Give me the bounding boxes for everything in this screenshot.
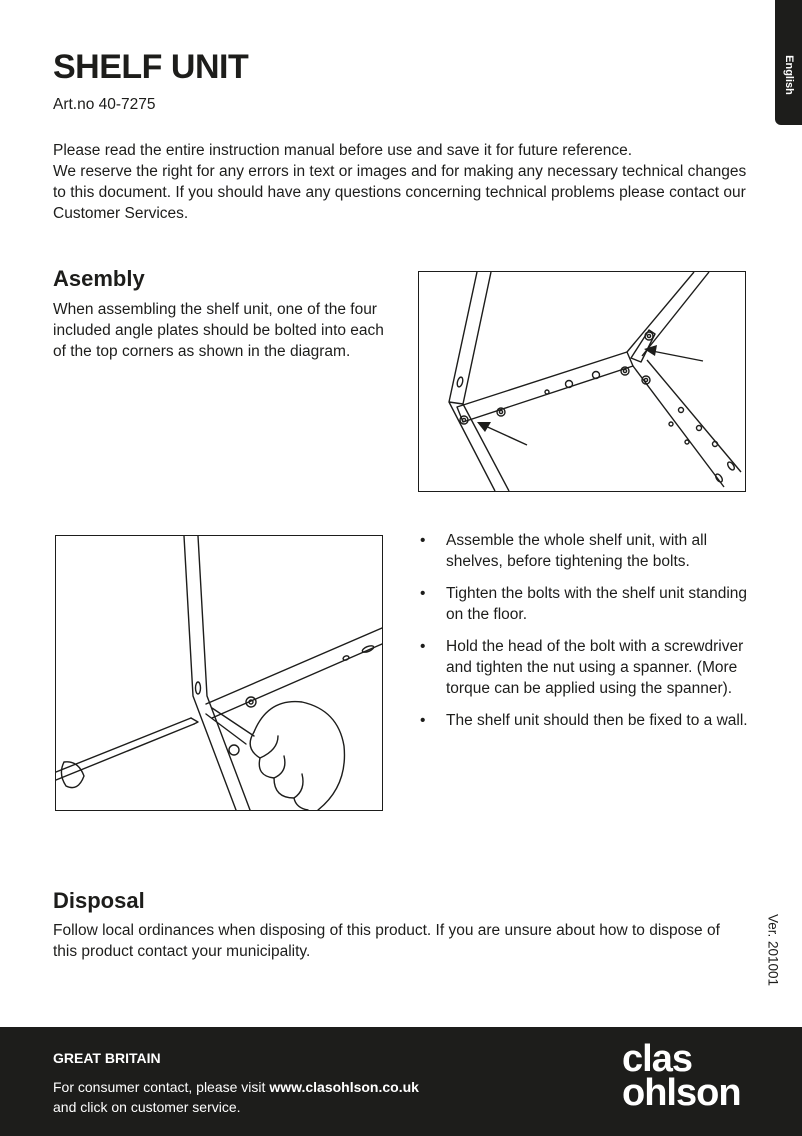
bullet-text: Tighten the bolts with the shelf unit standing on the floor. xyxy=(446,585,748,623)
bullet-text: The shelf unit should then be fixed to a wall. xyxy=(446,712,748,729)
logo-line: ohlson xyxy=(622,1072,741,1114)
angle-plate-diagram xyxy=(418,271,746,492)
clas-ohlson-logo xyxy=(622,1038,741,1114)
intro-text xyxy=(53,140,753,224)
intro-line: We reserve the right for any errors in text or images and for making any necessary technical changes to this document. If you should have any questions concerning technical problems please contact our Customer Services. xyxy=(53,163,747,222)
document-title: SHELF UNIT xyxy=(53,48,249,86)
list-item xyxy=(418,530,758,572)
bullet-mark: • xyxy=(420,585,426,602)
version-label: Ver. 201001 xyxy=(765,913,781,987)
assembly-heading: Asembly xyxy=(53,266,145,291)
list-item xyxy=(418,710,758,731)
contact-prefix: For consumer contact, please visit xyxy=(53,1079,270,1095)
tightening-illustration xyxy=(56,536,382,810)
disposal-text: Follow local ordinances when disposing of this product. If you are unsure about how to dispose of this product contact your municipality. xyxy=(53,922,720,960)
bullet-mark: • xyxy=(420,712,426,729)
article-number: Art.no 40-7275 xyxy=(53,96,156,113)
tightening-diagram xyxy=(55,535,383,811)
bullet-text: Assemble the whole shelf unit, with all shelves, before tightening the bolts. xyxy=(446,532,708,570)
disposal-heading: Disposal xyxy=(53,888,145,913)
instruction-list xyxy=(418,530,758,742)
intro-line: Please read the entire instruction manual before use and save it for future reference. xyxy=(53,142,633,159)
contact-url-link[interactable]: www.clasohlson.co.uk xyxy=(269,1079,419,1095)
bullet-text: Hold the head of the bolt with a screwdriver and tighten the nut using a spanner. (More torque can be applied using the spanner). xyxy=(446,638,744,697)
footer-contact xyxy=(53,1077,419,1117)
assembly-text: When assembling the shelf unit, one of the four included angle plates should be bolted into each of the top corners as shown in the diagram. xyxy=(53,301,384,360)
list-item xyxy=(418,583,758,625)
language-label: English xyxy=(782,55,795,95)
bullet-mark: • xyxy=(420,638,426,655)
logo-line: clas xyxy=(622,1038,692,1080)
list-item xyxy=(418,636,758,699)
language-tab xyxy=(775,0,802,125)
footer xyxy=(0,1027,802,1136)
footer-country: GREAT BRITAIN xyxy=(53,1050,161,1066)
bullet-mark: • xyxy=(420,532,426,549)
contact-suffix: and click on customer service. xyxy=(53,1099,241,1115)
angle-plate-illustration xyxy=(419,272,745,491)
